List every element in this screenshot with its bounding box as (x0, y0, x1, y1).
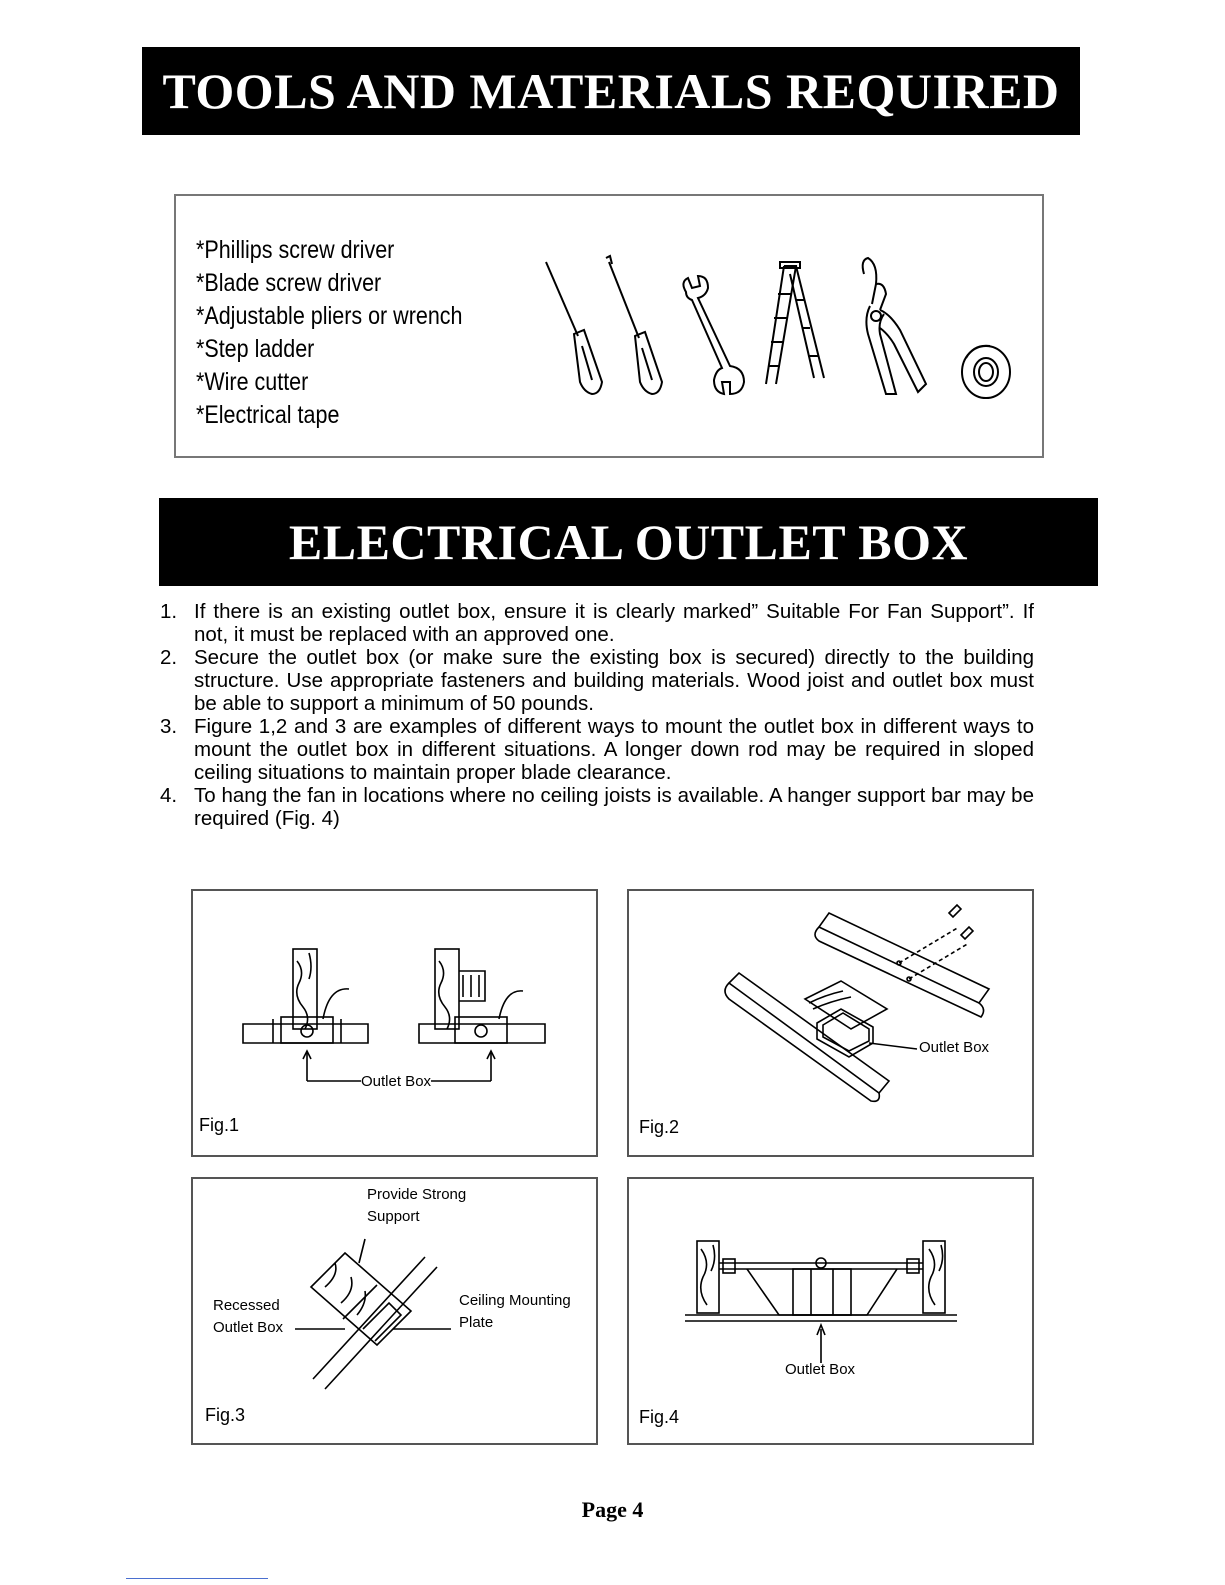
blade-screwdriver-icon (606, 256, 662, 394)
fig3-label: Fig.3 (205, 1405, 246, 1425)
tool-item: *Phillips screw driver (196, 236, 395, 264)
fig3-support-line2: Support (367, 1208, 420, 1225)
fig3-support-label (367, 1184, 466, 1228)
fig3-support-line1: Provide Strong (367, 1186, 467, 1203)
tool-item: *Electrical tape (196, 401, 340, 429)
electrical-tape-icon (962, 346, 1010, 398)
fig3-plate-line1: Ceiling Mounting (459, 1292, 571, 1309)
instruction-steps (160, 600, 1034, 830)
step-ladder-icon (766, 262, 824, 384)
fig2-outlet-box-label: Outlet Box (919, 1039, 990, 1056)
bottom-rule (126, 1578, 268, 1579)
tool-item: *Wire cutter (196, 368, 309, 396)
outlet-title: ELECTRICAL OUTLET BOX (288, 514, 969, 570)
fig1-outlet-box-label: Outlet Box (361, 1073, 432, 1090)
figure-4 (627, 1177, 1034, 1445)
step-item (160, 646, 1034, 715)
fig3-plate-label (459, 1290, 571, 1334)
step-text: To hang the fan in locations where no ceiling joists is available. A hanger support bar may be required (Fig. 4) (194, 784, 1034, 830)
step-number: 1. (160, 600, 178, 623)
tool-item: *Step ladder (196, 335, 315, 363)
fig3-plate-line2: Plate (459, 1314, 494, 1331)
tools-list (196, 234, 463, 432)
step-number: 2. (160, 646, 178, 669)
step-text: Figure 1,2 and 3 are examples of different ways to mount the outlet box in different ways to mount the outlet box in different situations. A longer down rod may be required in sloped ceiling situations to maintain proper blade clearance. (194, 715, 1034, 784)
step-number: 4. (160, 784, 178, 807)
step-text: If there is an existing outlet box, ensure it is clearly marked” Suitable For Fan Support”. If not, it must be replaced with an approved one. (194, 600, 1034, 646)
tools-title: TOOLS AND MATERIALS REQUIRED (162, 63, 1060, 119)
step-number: 3. (160, 715, 178, 738)
step-item (160, 784, 1034, 830)
tool-item: *Blade screw driver (196, 269, 382, 297)
phillips-screwdriver-icon (546, 262, 602, 394)
fig4-diagram (629, 1179, 1032, 1443)
fig1-label: Fig.1 (199, 1115, 240, 1135)
tools-illustration (534, 254, 1014, 404)
fig3-recessed-line2: Outlet Box (213, 1319, 284, 1336)
page-number: Page 4 (581, 1497, 644, 1522)
fig3-recessed-label (213, 1295, 283, 1339)
step-item (160, 600, 1034, 646)
fig1-diagram (193, 891, 596, 1155)
step-item (160, 715, 1034, 784)
tools-banner (142, 47, 1080, 135)
fig3-recessed-line1: Recessed (213, 1297, 280, 1314)
outlet-banner (159, 498, 1098, 586)
tools-box (174, 194, 1044, 458)
figure-2 (627, 889, 1034, 1157)
step-text: Secure the outlet box (or make sure the existing box is secured) directly to the building structure. Use appropriate fasteners and building materials. Wood joist and outlet box must be able to support a minimum of 50 pounds. (194, 646, 1034, 715)
tool-item: *Adjustable pliers or wrench (196, 302, 463, 330)
wire-cutter-icon (863, 258, 926, 394)
fig2-diagram (629, 891, 1032, 1155)
wrench-icon (683, 276, 744, 394)
fig2-label: Fig.2 (639, 1117, 680, 1137)
fig4-label: Fig.4 (639, 1407, 680, 1427)
fig4-outlet-box-label: Outlet Box (785, 1361, 856, 1378)
figure-3 (191, 1177, 598, 1445)
figure-1 (191, 889, 598, 1157)
